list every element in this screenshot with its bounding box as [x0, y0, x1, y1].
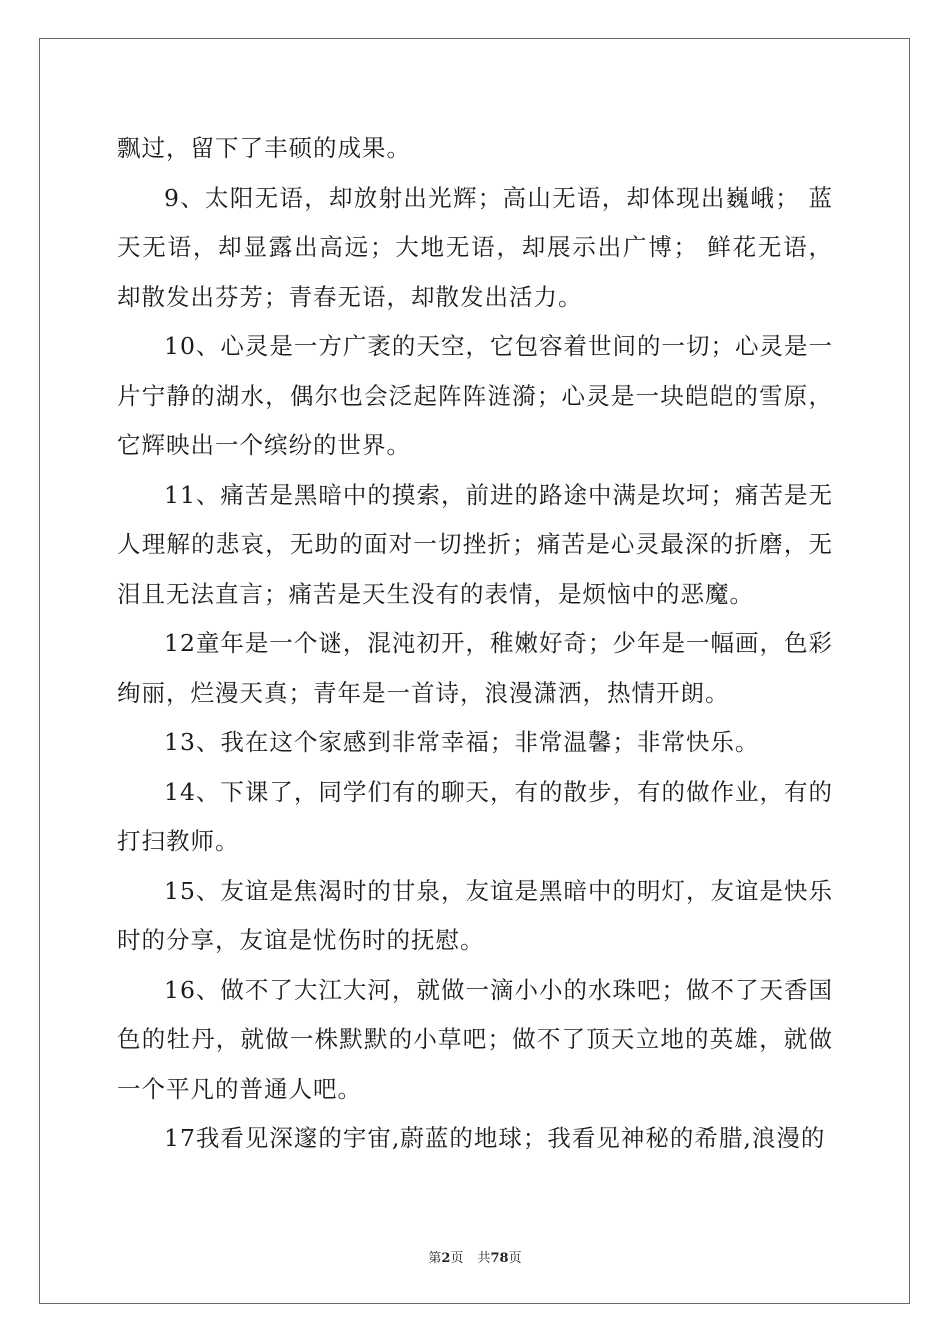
page-prefix: 第: [428, 1251, 442, 1266]
paragraph-16: 16、做不了大江大河，就做一滴小小的水珠吧；做不了天香国色的牡丹，就做一株默默的小草吧；做不了顶天立地的英雄，就做一个平凡的普通人吧。: [117, 975, 833, 1103]
paragraph-continuation: 飘过，留下了丰硕的成果。: [117, 134, 411, 162]
paragraph-17: 17我看见深邃的宇宙,蔚蓝的地球；我看见神秘的希腊,浪漫的: [164, 1124, 826, 1152]
total-pages: 78: [490, 1251, 509, 1266]
paragraph-10: 10、心灵是一方广袤的天空，它包容着世间的一切；心灵是一片宁静的湖水，偶尔也会泛起阵阵涟漪；心灵是一块皑皑的雪原，它辉映出一个缤纷的世界。: [117, 332, 833, 459]
paragraph-11: 11、痛苦是黑暗中的摸索，前进的路途中满是坎坷；痛苦是无人理解的悲哀，无助的面对一切挫折；痛苦是心灵最深的折磨，无泪且无法直言；痛苦是天生没有的表情，是烦恼中的恶魔。: [117, 480, 833, 608]
paragraph-9: 9、太阳无语，却放射出光辉；高山无语，却体现出巍峨； 蓝天无语，却显露出高远；大地无语，却展示出广博； 鲜花无语，却散发出芬芳；青春无语，却散发出活力。: [117, 183, 833, 311]
total-prefix: 共: [477, 1251, 491, 1266]
document-body: [117, 124, 833, 1164]
paragraph-15: 15、友谊是焦渴时的甘泉，友谊是黑暗中的明灯，友谊是快乐时的分享，友谊是忧伤时的抚慰。: [117, 876, 833, 954]
page-footer: [0, 1247, 950, 1266]
page-suffix: 页: [450, 1251, 464, 1266]
paragraph-12: 12童年是一个谜，混沌初开，稚嫩好奇；少年是一幅画，色彩绚丽，烂漫天真；青年是一首诗，浪漫潇洒，热情开朗。: [117, 629, 833, 707]
paragraph-14: 14、下课了，同学们有的聊天，有的散步，有的做作业，有的打扫教师。: [117, 777, 833, 855]
page-number: 2: [441, 1251, 451, 1266]
total-suffix: 页: [508, 1251, 522, 1266]
paragraph-13: 13、我在这个家感到非常幸福；非常温馨；非常快乐。: [164, 728, 760, 756]
